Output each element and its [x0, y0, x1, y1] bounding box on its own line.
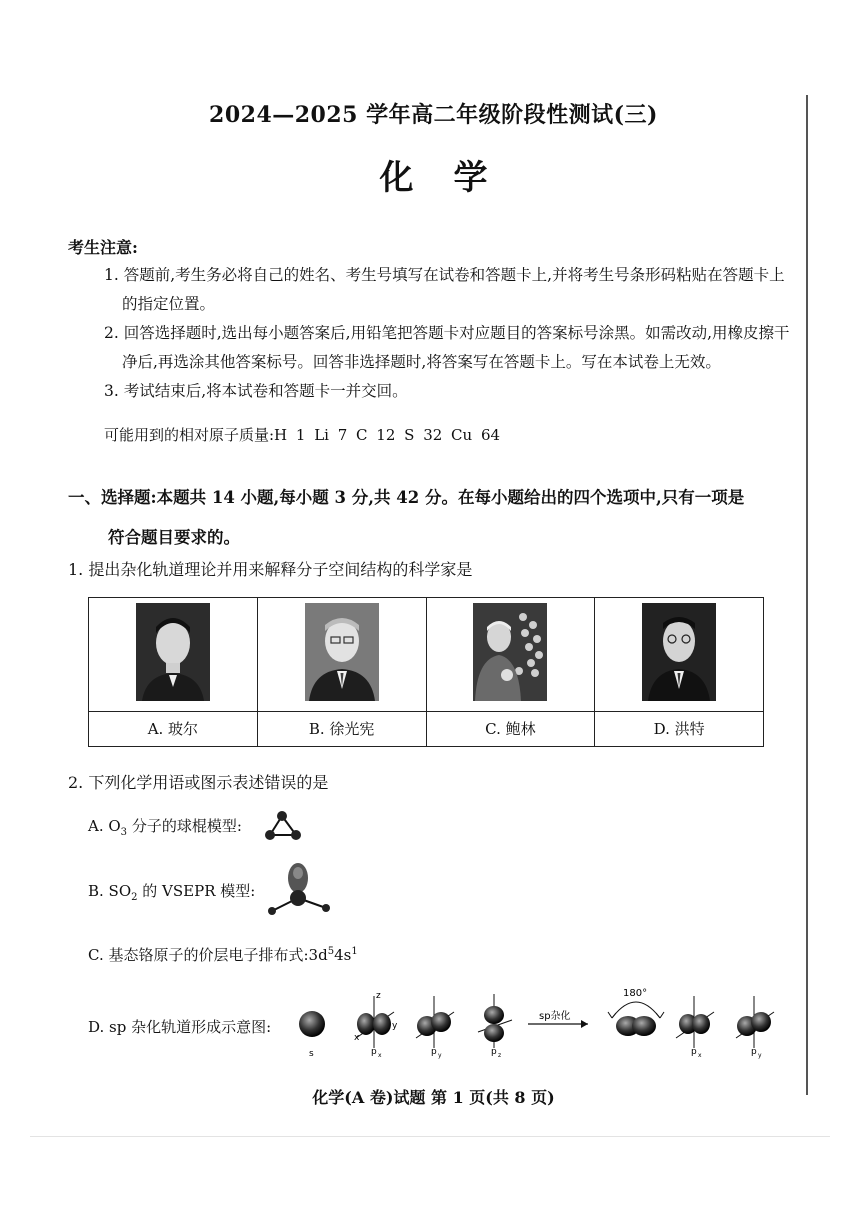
- orbital-subscript-x: x: [378, 1052, 382, 1059]
- orbital-label-p: p: [371, 1047, 377, 1057]
- arrow-label: sp杂化: [539, 1011, 571, 1022]
- sp-hybridization-diagram: [290, 982, 790, 1062]
- option-c-text: C. 基态铬原子的价层电子排布式:3d: [88, 946, 328, 964]
- portrait-cell-a: [89, 598, 258, 712]
- notice-item: 3. 考试结束后,将本试卷和答题卡一并交回。: [104, 382, 408, 400]
- option-d-text: D. sp 杂化轨道形成示意图:: [88, 1018, 272, 1036]
- footer-text: 页): [525, 1088, 555, 1107]
- sp-orbitals: [608, 988, 664, 1036]
- option-d-label: D. 洪特: [595, 711, 764, 746]
- subject-title: 化学: [379, 158, 528, 198]
- notice-heading: 考生注意:: [68, 238, 138, 257]
- remaining-px-orbital: [676, 996, 714, 1059]
- subscript: 2: [131, 892, 138, 903]
- exam-title: 2024—2025 学年高二年级阶段性测试(三): [209, 102, 658, 128]
- scientist-table: [88, 597, 764, 747]
- superscript: 5: [327, 946, 335, 957]
- orbital-label-p: p: [751, 1047, 757, 1057]
- option-c-text: 4s: [334, 946, 352, 964]
- subscript: 3: [120, 827, 128, 838]
- py-orbital: [416, 996, 454, 1059]
- axis-label-z: z: [376, 991, 381, 1001]
- portrait-bohr: [136, 603, 210, 701]
- px-orbital: [354, 991, 398, 1059]
- axis-label-x: x: [354, 1033, 360, 1043]
- page-number: 1: [452, 1088, 464, 1107]
- margin-rule: [806, 95, 808, 1095]
- orbital-subscript-z: z: [498, 1052, 502, 1059]
- orbital-subscript-x: x: [698, 1052, 702, 1059]
- option-a-label: A. 玻尔: [89, 711, 258, 746]
- atomic-masses: 可能用到的相对原子质量:H 1 Li 7 C 12 S 32 Cu 64: [104, 426, 501, 444]
- sp-hybridization-arrow: [528, 1009, 588, 1028]
- footer-rule: [30, 1136, 830, 1137]
- page-footer: [0, 1085, 867, 1108]
- footer-text: 化学(A 卷)试题 第: [312, 1088, 453, 1107]
- remaining-py-orbital: [736, 996, 774, 1059]
- portrait-cell-b: [257, 598, 426, 712]
- orbital-subscript-y: y: [438, 1052, 442, 1059]
- orbital-label-s: s: [309, 1049, 314, 1059]
- total-pages: 8: [514, 1088, 526, 1107]
- axis-label-y: y: [392, 1021, 398, 1031]
- notice-item: 2. 回答选择题时,选出每小题答案后,用铅笔把答题卡对应题目的答案标号涂黑。如需改动,用橡皮擦干净后,再选涂其他答案标号。回答非选择题时,将答案写在答题卡上。写在本试卷上无效。: [104, 324, 790, 371]
- portrait-xu-guangxian: [305, 603, 379, 701]
- orbital-label-p: p: [431, 1047, 437, 1057]
- notice-list: [104, 261, 794, 406]
- superscript: 1: [351, 946, 358, 957]
- option-b-label: B. 徐光宪: [257, 711, 426, 746]
- option-b-text: B. SO: [88, 882, 132, 900]
- orbital-subscript-y: y: [758, 1052, 762, 1059]
- option-a-text: A. O: [88, 817, 121, 835]
- option-d: [88, 1016, 271, 1037]
- orbital-label-p: p: [691, 1047, 697, 1057]
- orbital-label-p: p: [491, 1047, 497, 1057]
- section-heading-line2: 符合题目要求的。: [108, 528, 240, 547]
- option-b-text: 的 VSEPR 模型:: [137, 882, 256, 900]
- angle-label: 180°: [623, 988, 648, 999]
- footer-text: 页(共: [463, 1088, 515, 1107]
- s-orbital: [299, 1011, 325, 1059]
- so2-vsepr-model: [262, 860, 336, 922]
- notice-item: 1. 答题前,考生务必将自己的姓名、考生号填写在试卷和答题卡上,并将考生号条形码粘贴在答题卡上的指定位置。: [104, 266, 785, 313]
- question-2-stem: 2. 下列化学用语或图示表述错误的是: [68, 773, 329, 792]
- section-heading-line1: 一、选择题:本题共 14 小题,每小题 3 分,共 42 分。在每小题给出的四个选项中,只有一项是: [68, 488, 745, 507]
- portrait-cell-c: [426, 598, 595, 712]
- question-1-stem: 1. 提出杂化轨道理论并用来解释分子空间结构的科学家是: [68, 560, 473, 579]
- portrait-hund: [642, 603, 716, 701]
- pz-orbital: [478, 994, 512, 1059]
- option-c: [88, 944, 358, 965]
- portrait-cell-d: [595, 598, 764, 712]
- portrait-pauling: [473, 603, 547, 701]
- section-heading: [68, 478, 788, 558]
- option-a-text: 分子的球棍模型:: [127, 817, 242, 835]
- option-b: [88, 880, 255, 903]
- o3-ball-stick-model: [262, 808, 304, 842]
- option-c-label: C. 鲍林: [426, 711, 595, 746]
- option-a: [88, 815, 242, 838]
